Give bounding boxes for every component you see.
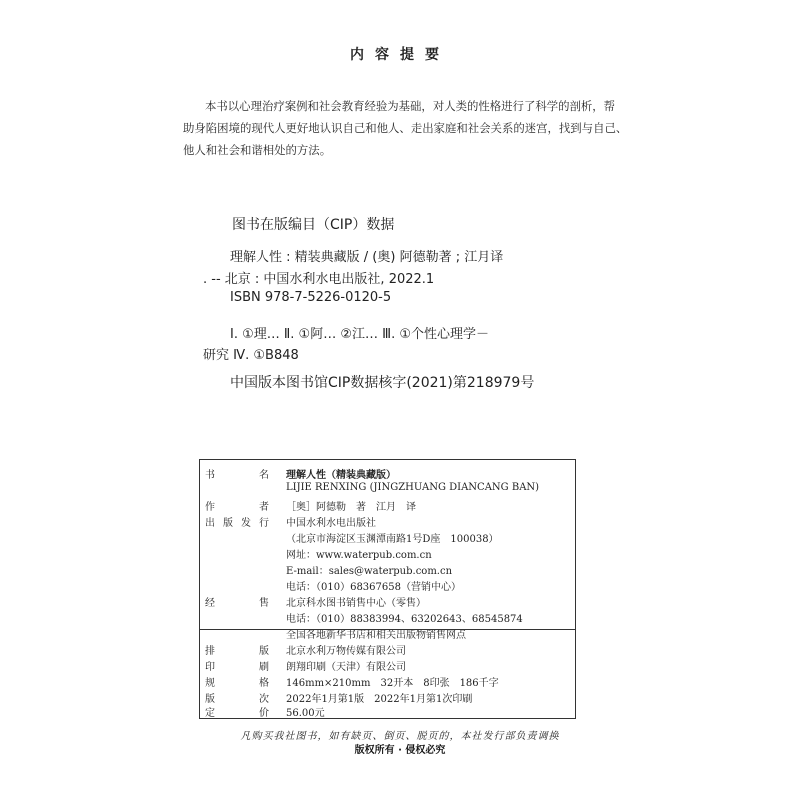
cip-line: Ⅰ. ①理… Ⅱ. ①阿… ②江… Ⅲ. ①个性心理学－ [230, 327, 490, 342]
summary-line: 助身陷困境的现代人更好地认识自己和他人、走出家庭和社会关系的迷宫，找到与自己、 [183, 121, 628, 135]
info-row-publisher-phone [200, 578, 577, 594]
publisher-phone: 电话：（010）68367658（营销中心） [286, 582, 461, 593]
price-label: 定 价 [205, 708, 269, 719]
seller-phone: 电话：（010）88383994、63202643、68545874 [286, 614, 523, 625]
info-row-pinyin [200, 482, 577, 498]
typeset-label: 排 版 [205, 646, 269, 657]
spec-label: 规 格 [205, 678, 269, 689]
price-value: 56.00元 [286, 708, 325, 719]
publisher-name: 中国水利水电出版社 [286, 518, 376, 529]
publisher-label: 出 版 发 行 [205, 518, 269, 529]
info-row-publisher-website [200, 546, 577, 562]
edition-value: 2022年1月第1版 2022年1月第1次印刷 [286, 694, 473, 705]
info-box-divider [199, 629, 576, 630]
seller-label: 经 售 [205, 598, 269, 609]
footer-rights: 版权所有 · 侵权必究 [354, 745, 446, 756]
summary-line: 本书以心理治疗案例和社会教育经验为基础，对人类的性格进行了科学的剖析，帮 [205, 99, 616, 113]
print-value: 朗翔印刷（天津）有限公司 [286, 662, 406, 673]
summary-title: 内容提要 [350, 47, 450, 63]
info-row-author [200, 498, 577, 514]
publisher-website: 网址：www.waterpub.com.cn [286, 550, 432, 561]
cip-title: 图书在版编目（CIP）数据 [232, 217, 395, 233]
author-value: ［奥］阿德勒 著 江月 译 [286, 502, 416, 513]
publisher-email: E-mail：sales@waterpub.com.cn [286, 566, 453, 577]
cip-line: ISBN 978-7-5226-0120-5 [230, 290, 392, 305]
print-label: 印 刷 [205, 662, 269, 673]
footer-note: 凡购买我社图书，如有缺页、倒页、脱页的，本社发行部负责调换 [240, 731, 560, 742]
info-row-book-name [200, 466, 577, 482]
seller-network: 全国各地新华书店和相关出版物销售网点 [286, 630, 466, 641]
info-row-seller-phone [200, 610, 577, 626]
spec-value: 146mm×210mm 32开本 8印张 186千字 [286, 678, 499, 689]
info-row-seller [200, 594, 577, 610]
cip-line: 研究 Ⅳ. ①B848 [203, 348, 299, 363]
seller-name: 北京科水图书销售中心（零售） [286, 598, 426, 609]
edition-label: 版 次 [205, 694, 269, 705]
info-row-print [200, 658, 577, 674]
info-row-typeset [200, 642, 577, 658]
book-name-label: 书 名 [205, 470, 269, 481]
info-row-price [200, 704, 577, 720]
cip-line: . -- 北京 : 中国水利水电出版社, 2022.1 [203, 272, 435, 287]
info-row-spec [200, 674, 577, 690]
info-row-publisher-email [200, 562, 577, 578]
publisher-address: （北京市海淀区玉渊潭南路1号D座 100038） [286, 534, 499, 545]
author-label: 作 者 [205, 502, 269, 513]
info-row-publisher-address [200, 530, 577, 546]
publication-info-box [199, 459, 576, 719]
summary-body [183, 95, 628, 161]
summary-line: 他人和社会和谐相处的方法。 [183, 143, 332, 157]
book-name-value: 理解人性（精装典藏版） [286, 470, 396, 481]
typeset-value: 北京水利万物传媒有限公司 [286, 646, 406, 657]
cip-number: 中国版本图书馆CIP数据核字(2021)第218979号 [230, 375, 535, 391]
info-row-publisher [200, 514, 577, 530]
book-name-pinyin: LIJIE RENXING (JINGZHUANG DIANCANG BAN) [286, 482, 540, 493]
cip-line: 理解人性 : 精装典藏版 / (奥) 阿德勒著 ; 江月译 [230, 250, 504, 265]
